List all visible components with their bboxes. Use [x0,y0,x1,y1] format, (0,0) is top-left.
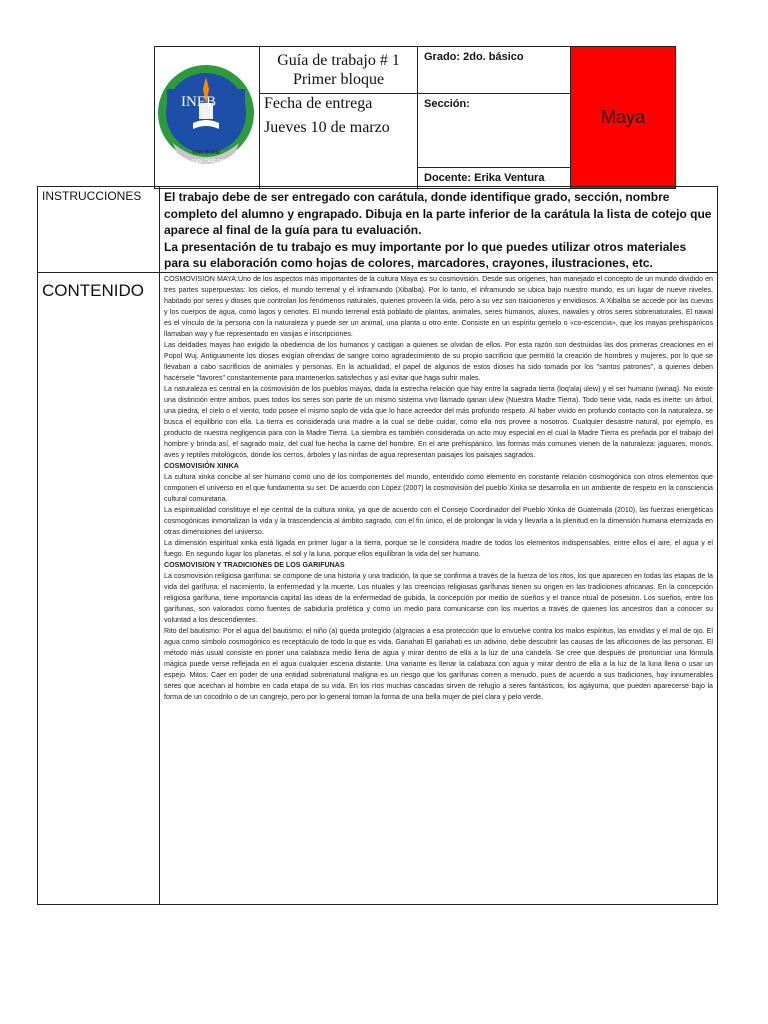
section-cell [418,94,571,168]
content-label-cell [38,272,160,905]
content-paragraph: La naturaleza es central en la cosmovisión de los pueblos mayas, dada la estrecha relación que hay entre la sagrada tierra (loq'alaj ulew) y el ser humano (winaq). No existe una distinción entre ambos, pues todos los seres son parte de un mismo sistema vivo llamado qanan ulew (Nuestra Madre Tierra). Todo tiene vida, nada es inerte: un árbol, una piedra, el cielo o el viento, todo posee el mismo soplo de vida que lo hace acreedor del más profundo respeto. Al haber vivido en profundo contacto con la naturaleza, se busca el equilibrio con ella. La tierra es considerada una madre a la cual se debe cuidar, como ella nos provee a nosotros. Cualquier desastre natural, por ejemplo, es producto de nuestra negligencia para con la Madre Tierra. La siembra es también considerada un acto muy especial en el cual la Madre Tierra es preñada por el trabajo del hombre y brinda así, el sagrado maíz, del cual fue hecha la carne del hombre. En el arte prehispánico, las formas más comunes vienen de la naturaleza: jaguares, monos, aves y reptiles mitológicos, donde los cerros, árboles y las ninfas de agua representan paisajes los paisajes sagrados. [164,384,713,459]
school-logo-icon [155,47,257,183]
content-paragraph: La dimensión espiritual xinka está ligada en primer lugar a la tierra, porque se le considera madre de todos los elementos indispensables, entre ellos el aire, el agua y el fuego. En segundo lugar los planetas, el sol y la luna, porque ellos equilibran la vida del ser humano. [164,538,713,558]
content-paragraph: Rito del bautismo: Por el agua del bautismo, el niño (a) queda protegido (a)gracias a esa protección que lo envuelve contra los malos espíritus, las envidias y el mal de ojo. El agua como símbolo cosmogónico es receptáculo de todo lo que es vida. Gariahati El gariahati es un adivino, debe descubrir las causas de las aflicciones de las personas. El método más usual consiste en poner una calabaza medio llena de agua y mirar dentro de ella a la luz de una candela. Se cree que después de pronunciar una fórmula mágica puede verse reflejada en el agua cualquier escena distante. Una variante es llenar la calabaza con agua y mirar dentro de ella a la luz de la luna llena o usar un espejo. Mitos: Caer en poder de una entidad sobrenatural maligna es un riesgo que los garífunas corren a menudo, pues de acuerdo a sus tradiciones, hay innumerables seres que acechan al hombre en cada etapa de su vida. En los ríos muchas cascadas sirven de refugio a seres fantásticos, los agáyuma, que pueden aparecerse bajo la forma de un cocodrilo o de un cangrejo, pero por lo general toman la forma de una bella mujer de piel clara y pelo verde. [164,626,713,701]
logo-sub: SAN CARLOS [192,159,225,165]
content-paragraph: Las deidades mayas han exigido la obediencia de los humanos y castigan a quienes se olvidan de ellos. Por esta razón son destruidas las dos primeras creaciones en el Popol Wuj. Antiguamente los dioses exigían ofrendas de sangre como agradecimiento de su propio sacrificio que permitió la creación de hombres y mujeres, por lo que se llevaban a cabo sacrificios de animales y personas. En la actualidad, el papel de algunos de estos dioses ha sido tomada por los "santos patrones", a quienes deben hacérsele "favores" constantemente para mantenerlos satisfechos y así evitar que haga sufrir males. [164,340,713,382]
content-label: CONTENIDO [42,280,144,300]
teacher-text: Docente: Erika Ventura [424,172,545,184]
header-table [154,46,676,189]
content-paragraph: COSMOVISION MAYA:Uno de los aspectos más importantes de la cultura Maya es su cosmovisión. Desde sus orígenes, han manejado el concepto de un mundo dividido en tres partes superpuestas: los cielos, el mundo terrenal y el inframundo (Xibalba). Por lo tanto, el inframundo se ubica bajo nuestro mundo, es un lugar de nueve niveles, habitado por seres y dioses que controlan los fenómenos naturales, quienes proveen la vida, pero a su vez son traicioneros y envidiosos. A Xibalba se accede por las cuevas y los cuerpos de agua, como lagos y cenotes. El mundo terrenal está poblado de plantas, animales, seres humanos, aluxes, nawales y otros seres sobrenaturales. El nawal es el vínculo de la persona con la naturaleza y puede ser un animal, una planta u otro ente. Consiste en un espíritu gemelo o «co-escencia», que los mayas prehispánicos llamaban way y fue representado en vasijas e inscripciones. [164,274,713,338]
content-paragraph: La cosmovisión religiosa garífuna: se compone de una historia y una tradición, la que se confirma a través de la fuerza de los ritos, los que aparecen en todas las etapas de la vida del garífuna: el nacimiento, la enfermedad y la muerte. Los rituales y las creencias religiosas garífunas tienen su origen en las tradiciones africanas. En la concepción religiosa garífuna, tiene importancia capital las ideas de la enfermedad de gubida, la concepción por medio de sueños y el trance ritual de posesión. Los sueños, entre los garífunas, son valorados como fuentes de sabiduría profética y como un medio para comunicarse con los muertos a través de quienes los ancestros dan a conocer su voluntad a los descendientes. [164,571,713,624]
logo-text: INEB [181,94,216,110]
main-table [37,186,718,905]
grade-text: Grado: 2do. básico [424,51,524,63]
delivery-cell [260,94,418,189]
grade-cell [418,47,571,94]
content-paragraph: La cultura xinka concibe al ser humano como uno de los componentes del mundo, entendido como elemento en constante relación cosmogónica con otros elementos que componen el universo en el que fundamenta su ser. De acuerdo con López (2007) la cosmovisión del pueblo Xinka se desarrolla en un ambiente de respeto en la consciencia cultural comunitaria. [164,472,713,503]
content-heading: COSMOVISIÓN XINKA [164,461,239,470]
content-paragraph: La espiritualidad constituye el eje central de la cultura xinka, ya que de acuerdo con el Consejo Coordinador del Pueblo Xinka de Guatemala (2010), las fuerzas energéticas cosmogónicas inmortalizan la vida y la trascendencia al ámbito sagrado, con el fin único, el de prolongar la vida y llevarla a la plenitud en la dimensión humana eternizada en otras dimensiones del universo. [164,505,713,536]
instructions-label: INSTRUCCIONES [42,189,142,203]
instructions-text-1: El trabajo debe de ser entregado con carátula, donde identifique grado, sección, nombre completo del alumno y engrapado. Dibuja en la parte inferior de la carátula la lista de cotejo que aparece al final de la guía para tu evaluación. [164,190,712,237]
logo-motto: VIAN BOAM [192,150,220,156]
instructions-cell [160,187,718,273]
delivery-label: Fecha de entrega [264,95,373,112]
block-title: Primer bloque [292,71,385,88]
content-cell [160,272,718,905]
logo-cell [155,47,260,189]
section-text: Sección: [424,98,470,110]
guide-title: Guía de trabajo # 1 [277,52,400,69]
instructions-text-2: La presentación de tu trabajo es muy importante por lo que puedes utilizar otros materiales para su elaboración como hojas de colores, marcadores, crayones, ilustraciones, etc. [164,239,687,270]
delivery-date: Jueves 10 de marzo [264,119,390,136]
group-name: Maya [600,107,645,127]
instructions-label-cell [38,187,160,273]
group-cell [571,47,676,189]
guide-title-cell [260,47,418,94]
content-heading: COSMOVISION Y TRADICIONES DE LOS GARIFUNAS [164,560,345,569]
